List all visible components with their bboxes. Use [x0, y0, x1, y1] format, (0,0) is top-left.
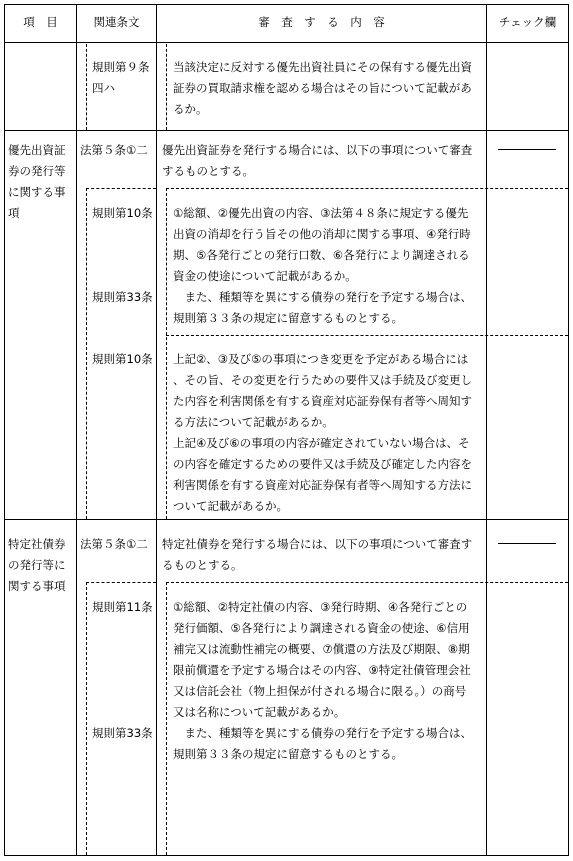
row2-clause-main: 法第５条①二 — [80, 143, 148, 157]
header-clause: 関連条文 — [93, 15, 140, 29]
table-border-left — [4, 4, 5, 856]
row1-content: 当該決定に反対する優先出資社員にその保有する優先出資 証券の買取請求権を認める場合はその旨について記載があ るか。 — [173, 60, 472, 116]
row-separator — [4, 519, 569, 520]
row3-clause-a: 規則第11条 — [92, 600, 153, 614]
row2-clause-a: 規則第10条 — [92, 206, 153, 220]
row2-check-mark — [498, 149, 556, 150]
sub-divider — [86, 44, 87, 130]
table-border-bottom — [4, 855, 569, 856]
row3-item: 特定社債券 の発行等に 関する事項 — [8, 537, 66, 593]
row2-content-main: 優先出資証券を発行する場合には、以下の事項について審査 するものとする。 — [162, 143, 473, 178]
header-content: 審 査 す る 内 容 — [258, 15, 385, 29]
column-divider — [486, 4, 487, 856]
sub-divider — [166, 582, 167, 855]
row2-clause-c: 規則第10条 — [92, 352, 153, 366]
sub-divider — [166, 582, 568, 583]
header-separator — [4, 42, 569, 43]
sub-divider — [166, 188, 167, 519]
row3-clause-b: 規則第33条 — [92, 726, 153, 740]
table-border-top — [4, 4, 569, 5]
sub-divider — [86, 188, 87, 519]
row3-check-mark — [498, 543, 556, 544]
column-divider — [76, 4, 77, 856]
header-item: 項 目 — [23, 15, 58, 29]
column-divider — [156, 4, 157, 856]
row2-clause-b: 規則第33条 — [92, 290, 153, 304]
table-border-right — [568, 4, 569, 856]
sub-divider — [166, 335, 568, 336]
row-separator — [4, 130, 569, 131]
sub-divider — [86, 188, 156, 189]
row2-item: 優先出資証 券の発行等 に関する事 項 — [8, 143, 66, 220]
row3-content-main: 特定社債券を発行する場合には、以下の事項について審査す るものとする。 — [162, 537, 473, 572]
row2-content-c: 上記②、③及び⑤の事項につき変更を予定がある場合には 、その旨、その変更を行うための要件又は手続及び変更し た内容を利害関係を有する資産対応証券保有者等へ周知す る方法について記載があるか。 上記④及び⑥の事項の内容が確定されていない場合は、そ の内容を確定するための要件又は手続及び確定した内容を 利害関係を有する資産対応証券保有者等へ周知する方法に ついて記載があるか。 — [173, 352, 472, 513]
row1-clause: 規則第９条 四ハ — [92, 60, 150, 95]
sub-divider — [166, 188, 568, 189]
sub-divider — [166, 44, 167, 130]
row3-clause-main: 法第５条①二 — [80, 537, 148, 551]
header-check: チェック欄 — [498, 15, 557, 29]
sub-divider — [86, 582, 156, 583]
row2-content-a: ①総額、②優先出資の内容、③法第４８条に規定する優先 出資の消却を行う旨その他の消却に関する事項、④発行時 期、⑤各発行ごとの発行口数、⑥各発行により調達される 資金の使途について記載があるか。 また、種類等を異にする債券の発行を予定する場合は、 規則第３３条の規定に留意するものとする。 — [173, 206, 472, 325]
sub-divider — [86, 582, 87, 855]
row3-content-a: ①総額、②特定社債の内容、③発行時期、④各発行ごとの 発行価額、⑤各発行により調達される資金の使途、⑥信用 補完又は流動性補完の概要、⑦償還の方法及び期限、⑧期 限前償還を予定する場合はその内容、⑨特定社債管理会社 又は信託会社（物上担保が付される場合に限る。）の商号 又は名称について記載があるか。 また、種類等を異にする債券の発行を予定する場合は、 規則第３３条の規定に留意するものとする。 — [173, 600, 472, 761]
